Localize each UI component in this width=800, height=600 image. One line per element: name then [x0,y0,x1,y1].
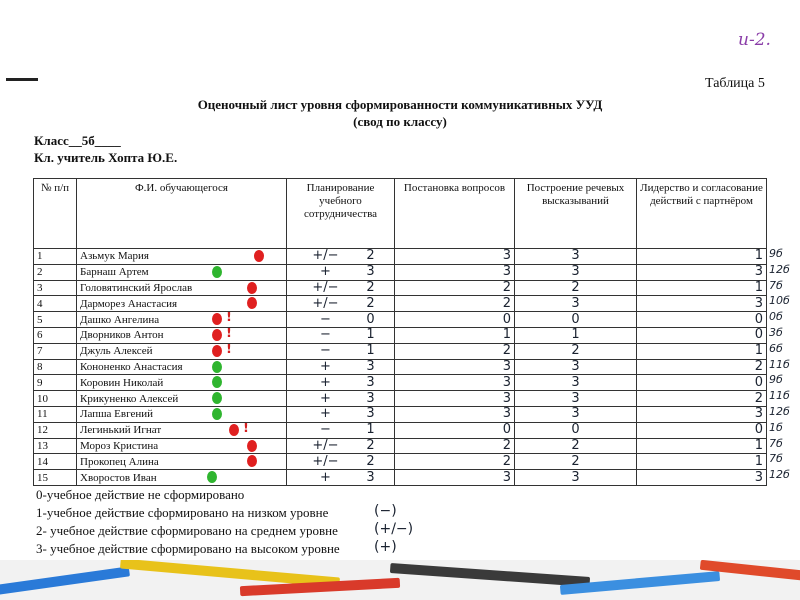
pencil-decoration [560,571,720,595]
red-dot-marker [212,313,222,325]
level-symbol: +/− [312,453,339,469]
red-dot-marker [247,440,257,452]
legend-symbol: (−) [374,503,397,519]
table-row [34,327,767,343]
planning-cell [287,375,395,391]
questions-score: 3 [395,470,515,486]
planning-cell [287,359,395,375]
pencil-decoration [390,563,590,587]
student-name-cell [77,359,287,375]
speech-score: 3 [515,391,637,407]
questions-score: 2 [395,280,515,296]
red-dot-marker [212,345,222,357]
row-number: 6 [34,327,77,343]
planning-score: 2 [366,438,375,453]
leadership-score: 1 [637,438,767,454]
student-name: Дарморез Анастасия [80,297,178,310]
exclamation-mark: ! [243,422,249,436]
green-dot-marker [212,408,222,420]
level-symbol: + [320,406,331,422]
level-symbol: − [320,422,331,438]
speech-score: 0 [515,422,637,438]
row-number: 12 [34,422,77,438]
level-symbol: +/− [312,295,339,311]
leadership-score: 1 [637,280,767,296]
questions-score: 3 [395,264,515,280]
red-dot-marker [229,424,239,436]
legend-item: 3- учебное действие сформировано на высоком уровне [36,541,340,556]
planning-cell [287,438,395,454]
legend-item: 0-учебное действие не сформировано [36,487,245,502]
row-number: 10 [34,391,77,407]
level-symbol: + [320,374,331,390]
row-number: 14 [34,454,77,470]
questions-score: 2 [395,343,515,359]
speech-score: 3 [515,296,637,312]
planning-cell [287,312,395,328]
leadership-score: 1 [637,343,767,359]
table-row [34,470,767,486]
table-row [34,249,767,265]
row-number: 4 [34,296,77,312]
table-row [34,264,767,280]
questions-score: 3 [395,375,515,391]
planning-score: 3 [366,406,375,422]
teacher-label: Кл. учитель Хопта Ю.Е. [34,150,178,165]
student-name-cell [77,343,287,359]
row-number: 2 [34,264,77,280]
table-row [34,343,767,359]
title-line-1: Оценочный лист уровня сформированности коммуникативных УУД [197,97,603,112]
row-number: 5 [34,312,77,328]
planning-cell [287,343,395,359]
row-total-score: 6б [769,341,783,355]
student-name: Азьмук Мария [80,250,149,263]
leadership-score: 0 [637,422,767,438]
level-symbol: + [320,390,331,406]
student-name: Головятинский Ярослав [80,281,193,294]
exclamation-mark: ! [226,327,232,341]
corner-handwritten-note: и-2. [738,30,771,50]
green-dot-marker [207,471,217,483]
legend-item: 1-учебное действие сформировано на низком уровне [36,505,329,520]
planning-cell [287,422,395,438]
planning-cell [287,391,395,407]
student-name: Легинький Игнат [80,424,162,437]
row-total-score: 1б [769,420,783,434]
table-row [34,296,767,312]
student-name-cell [77,422,287,438]
planning-score: 3 [366,374,375,390]
level-symbol: − [320,343,331,359]
footer-stationery-image [0,560,800,600]
table-row [34,375,767,391]
table-row [34,359,767,375]
student-name-cell [77,280,287,296]
student-name: Дашко Ангелина [80,313,160,326]
questions-score: 2 [395,454,515,470]
header-name: Ф.И. обучающегося [77,179,287,249]
speech-score: 3 [515,249,637,265]
exclamation-mark: ! [226,311,232,326]
leadership-score: 3 [637,264,767,280]
table-row [34,406,767,422]
assessment-table [33,178,767,486]
header-planning: Планирование учебного сотрудничества [287,179,395,249]
questions-score: 3 [395,359,515,375]
row-total-score: 3б [769,326,783,339]
row-number: 3 [34,280,77,296]
table-row [34,280,767,296]
student-name: Прокопец Алина [80,455,159,468]
student-name-cell [77,470,287,486]
legend-symbol: (+) [374,539,397,555]
planning-score: 3 [366,469,375,485]
leadership-score: 3 [637,406,767,422]
speech-score: 3 [515,375,637,391]
speech-score: 3 [515,406,637,422]
questions-score: 3 [395,391,515,407]
planning-score: 0 [366,311,375,327]
table-number: Таблица 5 [705,76,765,91]
speech-score: 2 [515,343,637,359]
red-dot-marker [212,329,222,341]
row-total-score: 9б [769,373,783,387]
header-speech: Построение речевых высказываний [515,179,637,249]
green-dot-marker [212,392,222,404]
planning-score: 2 [366,295,375,311]
leadership-score: 0 [637,375,767,391]
speech-score: 1 [515,327,637,343]
questions-score: 3 [395,249,515,265]
legend-symbol: (+/−) [374,521,414,537]
row-total-score: 11б [769,357,790,371]
student-name-cell [77,327,287,343]
planning-score: 1 [366,343,375,359]
student-name: Крикуненко Алексей [80,392,179,405]
planning-cell [287,454,395,470]
table-row [34,312,767,328]
student-name: Хворостов Иван [80,471,157,484]
row-total-score: 9б [769,247,783,260]
legend-item: 2- учебное действие сформировано на среднем уровне [36,523,338,538]
speech-score: 3 [515,470,637,486]
level-symbol: + [320,264,331,280]
row-total-score: 7б [769,436,783,450]
row-number: 8 [34,359,77,375]
student-name: Дворников Антон [80,329,164,342]
level-symbol: − [320,311,331,327]
planning-score: 3 [366,359,375,374]
planning-cell [287,406,395,422]
questions-score: 0 [395,312,515,328]
red-dot-marker [247,297,257,309]
speech-score: 2 [515,454,637,470]
level-symbol: + [320,359,331,374]
level-symbol: + [320,469,331,485]
student-name-cell [77,438,287,454]
student-name: Лапша Евгений [80,408,154,421]
student-name-cell [77,312,287,328]
planning-score: 3 [366,264,375,280]
level-symbol: +/− [312,248,339,264]
questions-score: 3 [395,406,515,422]
table-row [34,438,767,454]
leadership-score: 2 [637,391,767,407]
class-label: Класс__5б____ [34,133,121,148]
document-title [0,96,800,130]
row-total-score: 12б [769,262,790,276]
planning-score: 2 [366,453,375,469]
questions-score: 2 [395,296,515,312]
planning-score: 1 [366,327,375,343]
row-total-score: 7б [769,452,783,466]
level-symbol: +/− [312,438,339,453]
row-number: 11 [34,406,77,422]
level-symbol: − [320,327,331,343]
speech-score: 3 [515,359,637,375]
planning-score: 3 [366,390,375,406]
planning-cell [287,249,395,265]
student-name-cell [77,375,287,391]
red-dot-marker [247,282,257,294]
speech-score: 2 [515,438,637,454]
student-name-cell [77,296,287,312]
level-symbol: +/− [312,280,339,295]
table-row [34,391,767,407]
questions-score: 2 [395,438,515,454]
speech-score: 3 [515,264,637,280]
red-dot-marker [247,455,257,467]
student-name: Коровин Николай [80,376,164,389]
red-dot-marker [254,250,264,262]
leadership-score: 2 [637,359,767,375]
row-total-score: 12б [769,468,790,482]
planning-score: 2 [366,280,375,295]
questions-score: 1 [395,327,515,343]
student-name: Джуль Алексей [80,345,153,358]
exclamation-mark: ! [226,343,232,357]
row-number: 7 [34,343,77,359]
student-name: Барнаш Артем [80,266,149,279]
planning-score: 1 [366,422,375,438]
planning-cell [287,280,395,296]
leadership-score: 3 [637,470,767,486]
row-total-score: 0б [769,310,783,324]
row-number: 1 [34,249,77,265]
questions-score: 0 [395,422,515,438]
leadership-score: 0 [637,312,767,328]
table-row [34,454,767,470]
speech-score: 0 [515,312,637,328]
leadership-score: 0 [637,327,767,343]
student-name-cell [77,391,287,407]
student-name-cell [77,264,287,280]
table-header-row [34,179,767,249]
leadership-score: 1 [637,454,767,470]
leadership-score: 1 [637,249,767,265]
planning-cell [287,327,395,343]
student-name: Кононенко Анастасия [80,360,183,373]
planning-cell [287,296,395,312]
header-leadership: Лидерство и согласование действий с партнёром [637,179,767,249]
row-total-score: 10б [769,294,790,308]
planning-cell [287,470,395,486]
table-row [34,422,767,438]
row-total-score: 11б [769,389,790,403]
planning-score: 2 [366,248,375,264]
planning-cell [287,264,395,280]
student-name: Мороз Кристина [80,439,159,452]
pencil-decoration [0,566,130,595]
student-name-cell [77,249,287,265]
header-questions: Постановка вопросов [395,179,515,249]
row-number: 15 [34,470,77,486]
header-num: № п/п [34,179,77,249]
row-total-score: 12б [769,405,790,418]
row-total-score: 7б [769,278,783,292]
leadership-score: 3 [637,296,767,312]
green-dot-marker [212,376,222,388]
title-line-2: (свод по классу) [353,114,447,129]
speech-score: 2 [515,280,637,296]
student-name-cell [77,454,287,470]
green-dot-marker [212,266,222,278]
green-dot-marker [212,361,222,373]
student-name-cell [77,406,287,422]
handwritten-dash-mark [6,78,38,81]
row-number: 9 [34,375,77,391]
row-number: 13 [34,438,77,454]
